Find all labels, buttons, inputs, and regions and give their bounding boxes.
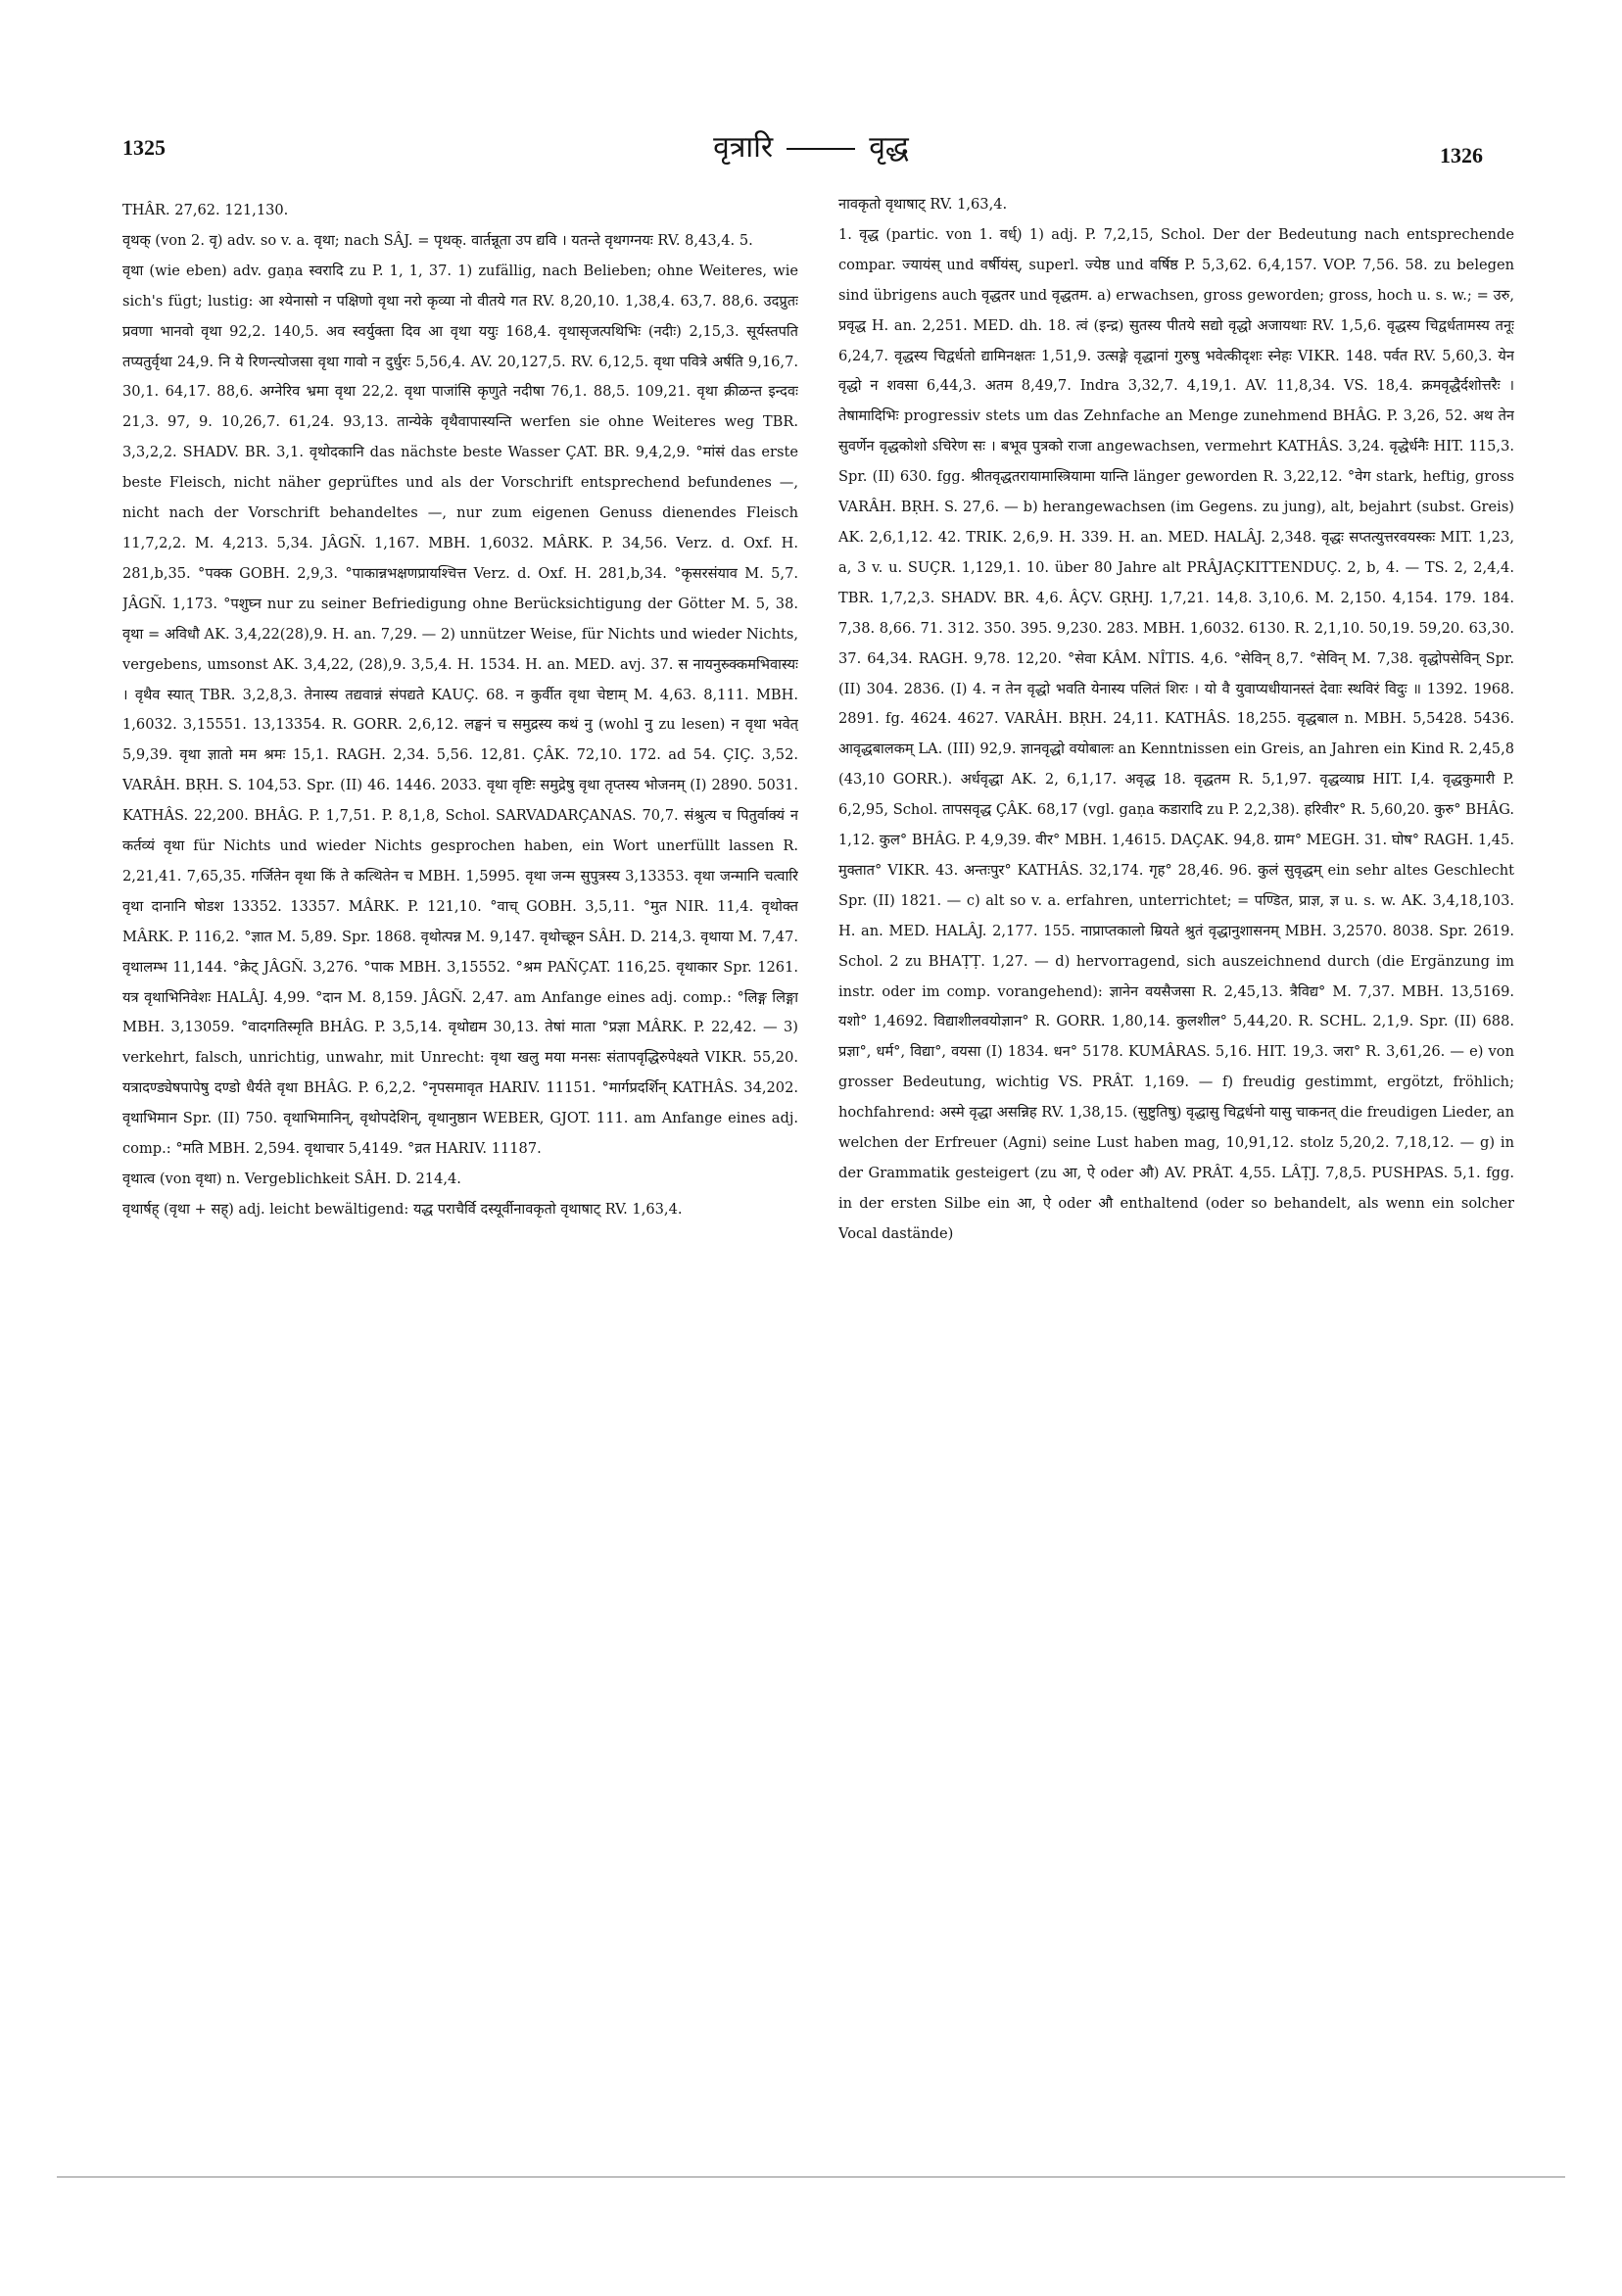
left-column <box>122 196 798 2086</box>
entry-paragraph: THÂR. 27,62. 121,130. <box>122 202 289 218</box>
headword-dash <box>787 148 855 150</box>
entry-paragraph: वृथा (wie eben) adv. gaṇa स्वरादि zu P. 1, 1, 37. 1) zufällig, nach Belieben; ohne Weiteres, wie sich's fügt; lustig: आ श्येनासो न पक्षिणो वृथा नरो कृव्या नो वीतये गत RV. 8,20,10. 1,38,4. 63,7. 88,6. उदप्रुतः प्रवणा भानवो वृथा 92,2. 140,5. अव स्वर्युक्ता दिव आ वृथा ययुः 168,4. वृथासृजत्पथिभिः (नदीः) 2,15,3. सूर्यस्तपति तप्यतुर्वृथा 24,9. नि ये रिणन्त्योजसा वृथा गावो न दुर्धुरः 5,56,4. AV. 20,127,5. RV. 6,12,5. वृथा पवित्रे अर्षति 9,16,7. 30,1. 64,17. 88,6. अग्नेरिव भ्रमा वृथा 22,2. वृथा पाजांसि कृणुते नदीषा 76,1. 88,5. 109,21. वृथा क्रीळन्त इन्दवः 21,3. 97, 9. 10,26,7. 61,24. 93,13. तान्येके वृथैवापास्यन्ति werfen sie ohne Weiteres weg TBR. 3,3,2,2. SHADV. BR. 3,1. वृथोदकानि das nächste beste Wasser ÇAT. BR. 9,4,2,9. °मांसं das erste beste Fleisch, nicht näher geprüftes und als der Vorschrift entsprechend befundenes —, nicht nach der Vorschrift behandeltes —, nur zum eigenen Genuss dienendes Fleisch 11,7,2,2. M. 4,213. 5,34. JÂGÑ. 1,167. MBH. 1,6032. MÂRK. P. 34,56. Verz. d. Oxf. H. 281,b,35. °पक्क GOBH. 2,9,3. °पाकान्नभक्षणप्रायश्चित्त Verz. d. Oxf. H. 281,b,34. °कृसरसंयाव M. 5,7. JÂGÑ. 1,173. °पशुघ्न nur zu seiner Befriedigung ohne Berücksichtigung der Götter M. 5, 38. वृथा = अविधौ AK. 3,4,22(28),9. H. an. 7,29. — 2) unnützer Weise, für Nichts und wieder Nichts, vergebens, umsonst AK. 3,4,22, (28),9. 3,5,4. H. 1534. H. an. MED. avj. 37. स नायनुस्र्क्कमभिवास्यः । वृथैव स्यात् TBR. 3,2,8,3. तेनास्य तद्यवान्नं संपद्यते KAUÇ. 68. न कुर्वीत वृथा चेष्टाम् M. 4,63. 8,111. MBH. 1,6032. 3,15551. 13,13354. R. GORR. 2,6,12. लङ्घनं च समुद्रस्य कथं नु (wohl नु zu lesen) न वृथा भवेत् 5,9,39. वृथा ज्ञातो मम श्रमः 15,1. RAGH. 2,34. 5,56. 12,81. ÇÂK. 72,10. 172. ad 54. ÇIÇ. 3,52. VARÂH. BṚH. S. 104,53. Spr. (II) 46. 1446. 2033. वृथा वृष्टिः समुद्रेषु वृथा तृप्तस्य भोजनम् (I) 2890. 5031. KATHÂS. 22,200. BHÂG. P. 1,7,51. P. 8,1,8, Schol. SARVADARÇANAS. 70,7. संश्रुत्य च पितुर्वाक्यं न कर्तव्यं वृथा für Nichts und wieder Nichts gesprochen haben, ein Wort unerfüllt lassen R. 2,21,41. 7,65,35. गर्जितेन वृथा किं ते कत्थितेन च MBH. 1,5995. वृथा जन्म सुपुत्रस्य 3,13353. वृथा जन्मानि चत्वारि वृथा दानानि षोडश 13352. 13357. MÂRK. P. 121,10. °वाच् GOBH. 3,5,11. °मुत NIR. 11,4. वृथोक्त MÂRK. P. 116,2. °ज्ञात M. 5,89. Spr. 1868. वृथोत्पन्न M. 9,147. वृथोच्छून SÂH. D. 214,3. वृथाया M. 7,47. वृथालम्भ 11,144. °क्रेट् JÂGÑ. 3,276. °पाक MBH. 3,15552. °श्रम PAÑÇAT. 116,25. वृथाकार Spr. 1261. यत्र वृथाभिनिवेशः HALÂJ. 4,99. °दान M. 8,159. JÂGÑ. 2,47. am Anfange eines adj. comp.: °लिङ्ग लिङ्गा MBH. 3,13059. °वादगतिस्मृति BHÂG. P. 3,5,14. वृथोद्यम 30,13. तेषां माता °प्रज्ञा MÂRK. P. 22,42. — 3) verkehrt, falsch, unrichtig, unwahr, mit Unrecht: वृथा खलु मया मनसः संतापवृद्धिरुपेक्ष्यते VIKR. 55,20. यत्रादण्ड्येषपापेषु दण्डो धैर्यते वृथा BHÂG. P. 6,2,2. °नृपसमावृत HARIV. 11151. °मार्गप्रदर्शिन् KATHÂS. 34,202. वृथाभिमान Spr. (II) 750. वृथाभिमानिन्, वृथोपदेशिन्, वृथानुष्ठान WEBER, GJOT. 111. am Anfange eines adj. comp.: °मति MBH. 2,594. वृथाचार 5,4149. °व्रत HARIV. 11187. <box>122 262 798 1158</box>
page-number-right: 1326 <box>1440 143 1483 167</box>
right-column <box>838 190 1514 2086</box>
entry-paragraph: नावकृतो वृथाषाट् RV. 1,63,4. <box>838 196 1008 213</box>
entry-paragraph: वृथक् (von 2. वृ) adv. so v. a. वृथा; nach SÂJ. = पृथक्. वार्तन्नूता उप द्यवि । यतन्ते वृथगग्नयः RV. 8,43,4. 5. <box>122 231 753 249</box>
entry-paragraph: वृथार्षह् (वृथा + सह्) adj. leicht bewältigend: यद्ध पराचैर्वि दस्यूर्वीनावकृतो वृथाषाट् RV. 1,63,4. <box>122 1200 683 1218</box>
headword-from: वृत्रारि <box>713 130 774 165</box>
page-number-left: 1325 <box>122 135 166 160</box>
headword-to: वृद्ध <box>869 130 909 165</box>
running-headword <box>0 125 1622 166</box>
bottom-rule <box>57 2176 1565 2177</box>
entry-paragraph: 1. वृद्ध (partic. von 1. वर्ध्) 1) adj. P. 7,2,15, Schol. Der der Bedeutung nach entsprechende compar. ज्यायंस् und वर्षीयंस्, superl. ज्येष्ठ und वर्षिष्ठ P. 5,3,62. 6,4,157. VOP. 7,56. 58. zu belegen sind übrigens auch वृद्धतर und वृद्धतम. a) erwachsen, gross geworden; gross, hoch u. s. w.; = उरु, प्रवृद्ध H. an. 2,251. MED. dh. 18. त्वं (इन्द्र) सुतस्य पीतये सद्यो वृद्धो अजायथाः RV. 1,5,6. वृद्धस्य चिद्वर्धतामस्य तनूः 6,24,7. वृद्धस्य चिद्वर्धतो द्यामिनक्षतः 1,51,9. उत्सङ्गे वृद्धानां गुरुषु भवेत्कीदृशः स्नेहः VIKR. 148. पर्वत RV. 5,60,3. येन वृद्धो न शवसा 6,44,3. अतम 8,49,7. Indra 3,32,7. 4,19,1. AV. 11,8,34. VS. 18,4. क्रमवृद्धैर्दशोत्तरैः । तेषामादिभिः progressiv stets um das Zehnfache an Menge zunehmend BHÂG. P. 3,26, 52. अथ तेन सुवर्णेन वृद्धकोशो ऽचिरेण सः । बभूव पुत्रको राजा angewachsen, vermehrt KATHÂS. 3,24. वृद्धेर्धनैः HIT. 115,3. Spr. (II) 630. fgg. श्रीतवृद्धतरायामास्त्रियामा यान्ति länger geworden R. 3,22,12. °वेग stark, heftig, gross VARÂH. BṚH. S. 27,6. — b) herangewachsen (im Gegens. zu jung), alt, bejahrt (subst. Greis) AK. 2,6,1,12. 42. TRIK. 2,6,9. H. 339. H. an. MED. HALÂJ. 2,348. वृद्धः सप्तत्युत्तरवयस्कः MIT. 1,23, a, 3 v. u. SUÇR. 1,129,1. 10. über 80 Jahre alt PRÂJAÇKITTENDUÇ. 2, b, 4. — TS. 2, 2,4,4. TBR. 1,7,2,3. SHADV. BR. 4,6. ÂÇV. GṚHJ. 1,7,21. 14,8. 3,10,6. M. 2,150. 4,154. 179. 184. 7,38. 8,66. 71. 312. 350. 395. 9,230. 283. MBH. 1,6032. 6130. R. 2,1,10. 50,19. 59,20. 63,30. 37. 64,34. RAGH. 9,78. 12,20. °सेवा KÂM. NÎTIS. 4,6. °सेविन् 8,7. °सेविन् M. 7,38. वृद्धोपसेविन् Spr. (II) 304. 2836. (I) 4. न तेन वृद्धो भवति येनास्य पलितं शिरः । यो वै युवाप्यधीयानस्तं देवाः स्थविरं विदुः ॥ 1392. 1968. 2891. fg. 4624. 4627. VARÂH. BṚH. 24,11. KATHÂS. 18,255. वृद्धबाल n. MBH. 5,5428. 5436. आवृद्धबालकम् LA. (III) 92,9. ज्ञानवृद्धो वयोबालः an Kenntnissen ein Greis, an Jahren ein Kind R. 2,45,8 (43,10 GORR.). अर्धवृद्धा AK. 2, 6,1,17. अवृद्ध 18. वृद्धतम R. 5,1,97. वृद्धव्याघ्र HIT. I,4. वृद्धकुमारी P. 6,2,95, Schol. तापसवृद्ध ÇÂK. 68,17 (vgl. gaṇa कडारादि zu P. 2,2,38). हरिवीर° R. 5,60,20. कुरु° BHÂG. 1,12. कुल° BHÂG. P. 4,9,39. वीर° MBH. 1,4615. DAÇAK. 94,8. ग्राम° MEGH. 31. घोष° RAGH. 1,45. मुक्तात° VIKR. 43. अन्तःपुर° KATHÂS. 32,174. गृह° 28,46. 96. कुलं सुवृद्धम् ein sehr altes Geschlecht Spr. (II) 1821. — c) alt so v. a. erfahren, unterrichtet; = पण्डित, प्राज्ञ, ज्ञ u. s. w. AK. 3,4,18,103. H. an. MED. HALÂJ. 2,177. 155. नाप्राप्तकालो म्रियते श्रुतं वृद्धानुशासनम् MBH. 3,2570. 8038. Spr. 2619. Schol. 2 zu BHAṬṬ. 1,27. — d) hervorragend, sich auszeichnend durch (die Ergänzung im instr. oder im comp. vorangehend): ज्ञानेन वयसैजसा R. 2,45,13. त्रैविद्य° M. 7,37. MBH. 13,5169. यशो° 1,4692. विद्याशीलवयोज्ञान° R. GORR. 1,80,14. कुलशील° 5,44,20. R. SCHL. 2,1,9. Spr. (II) 688. प्रज्ञा°, धर्म°, विद्या°, वयसा (I) 1834. धन° 5178. KUMÂRAS. 5,16. HIT. 19,3. जरा° R. 3,61,26. — e) von grosser Bedeutung, wichtig VS. PRÂT. 1,169. — f) freudig gestimmt, ergötzt, fröhlich; hochfahrend: अस्मे वृद्धा असन्निह RV. 1,38,15. (सुष्टुतिषु) वृद्धासु चिद्वर्धनो यासु चाकनत् die freudigen Lieder, an welchen der Erfreuer (Agni) seine Lust haben mag, 10,91,12. stolz 5,20,2. 7,18,12. — g) in der Grammatik gesteigert (zu आ, ऐ oder औ) AV. PRÂT. 4,55. LÂṬJ. 7,8,5. PUSHPAS. 5,1. fgg. in der ersten Silbe ein आ, ऐ oder औ enthaltend (oder so behandelt, als wenn ein solcher Vocal dastände) <box>838 225 1514 1242</box>
entry-paragraph: वृथात्व (von वृथा) n. Vergeblichkeit SÂH. D. 214,4. <box>122 1171 461 1187</box>
